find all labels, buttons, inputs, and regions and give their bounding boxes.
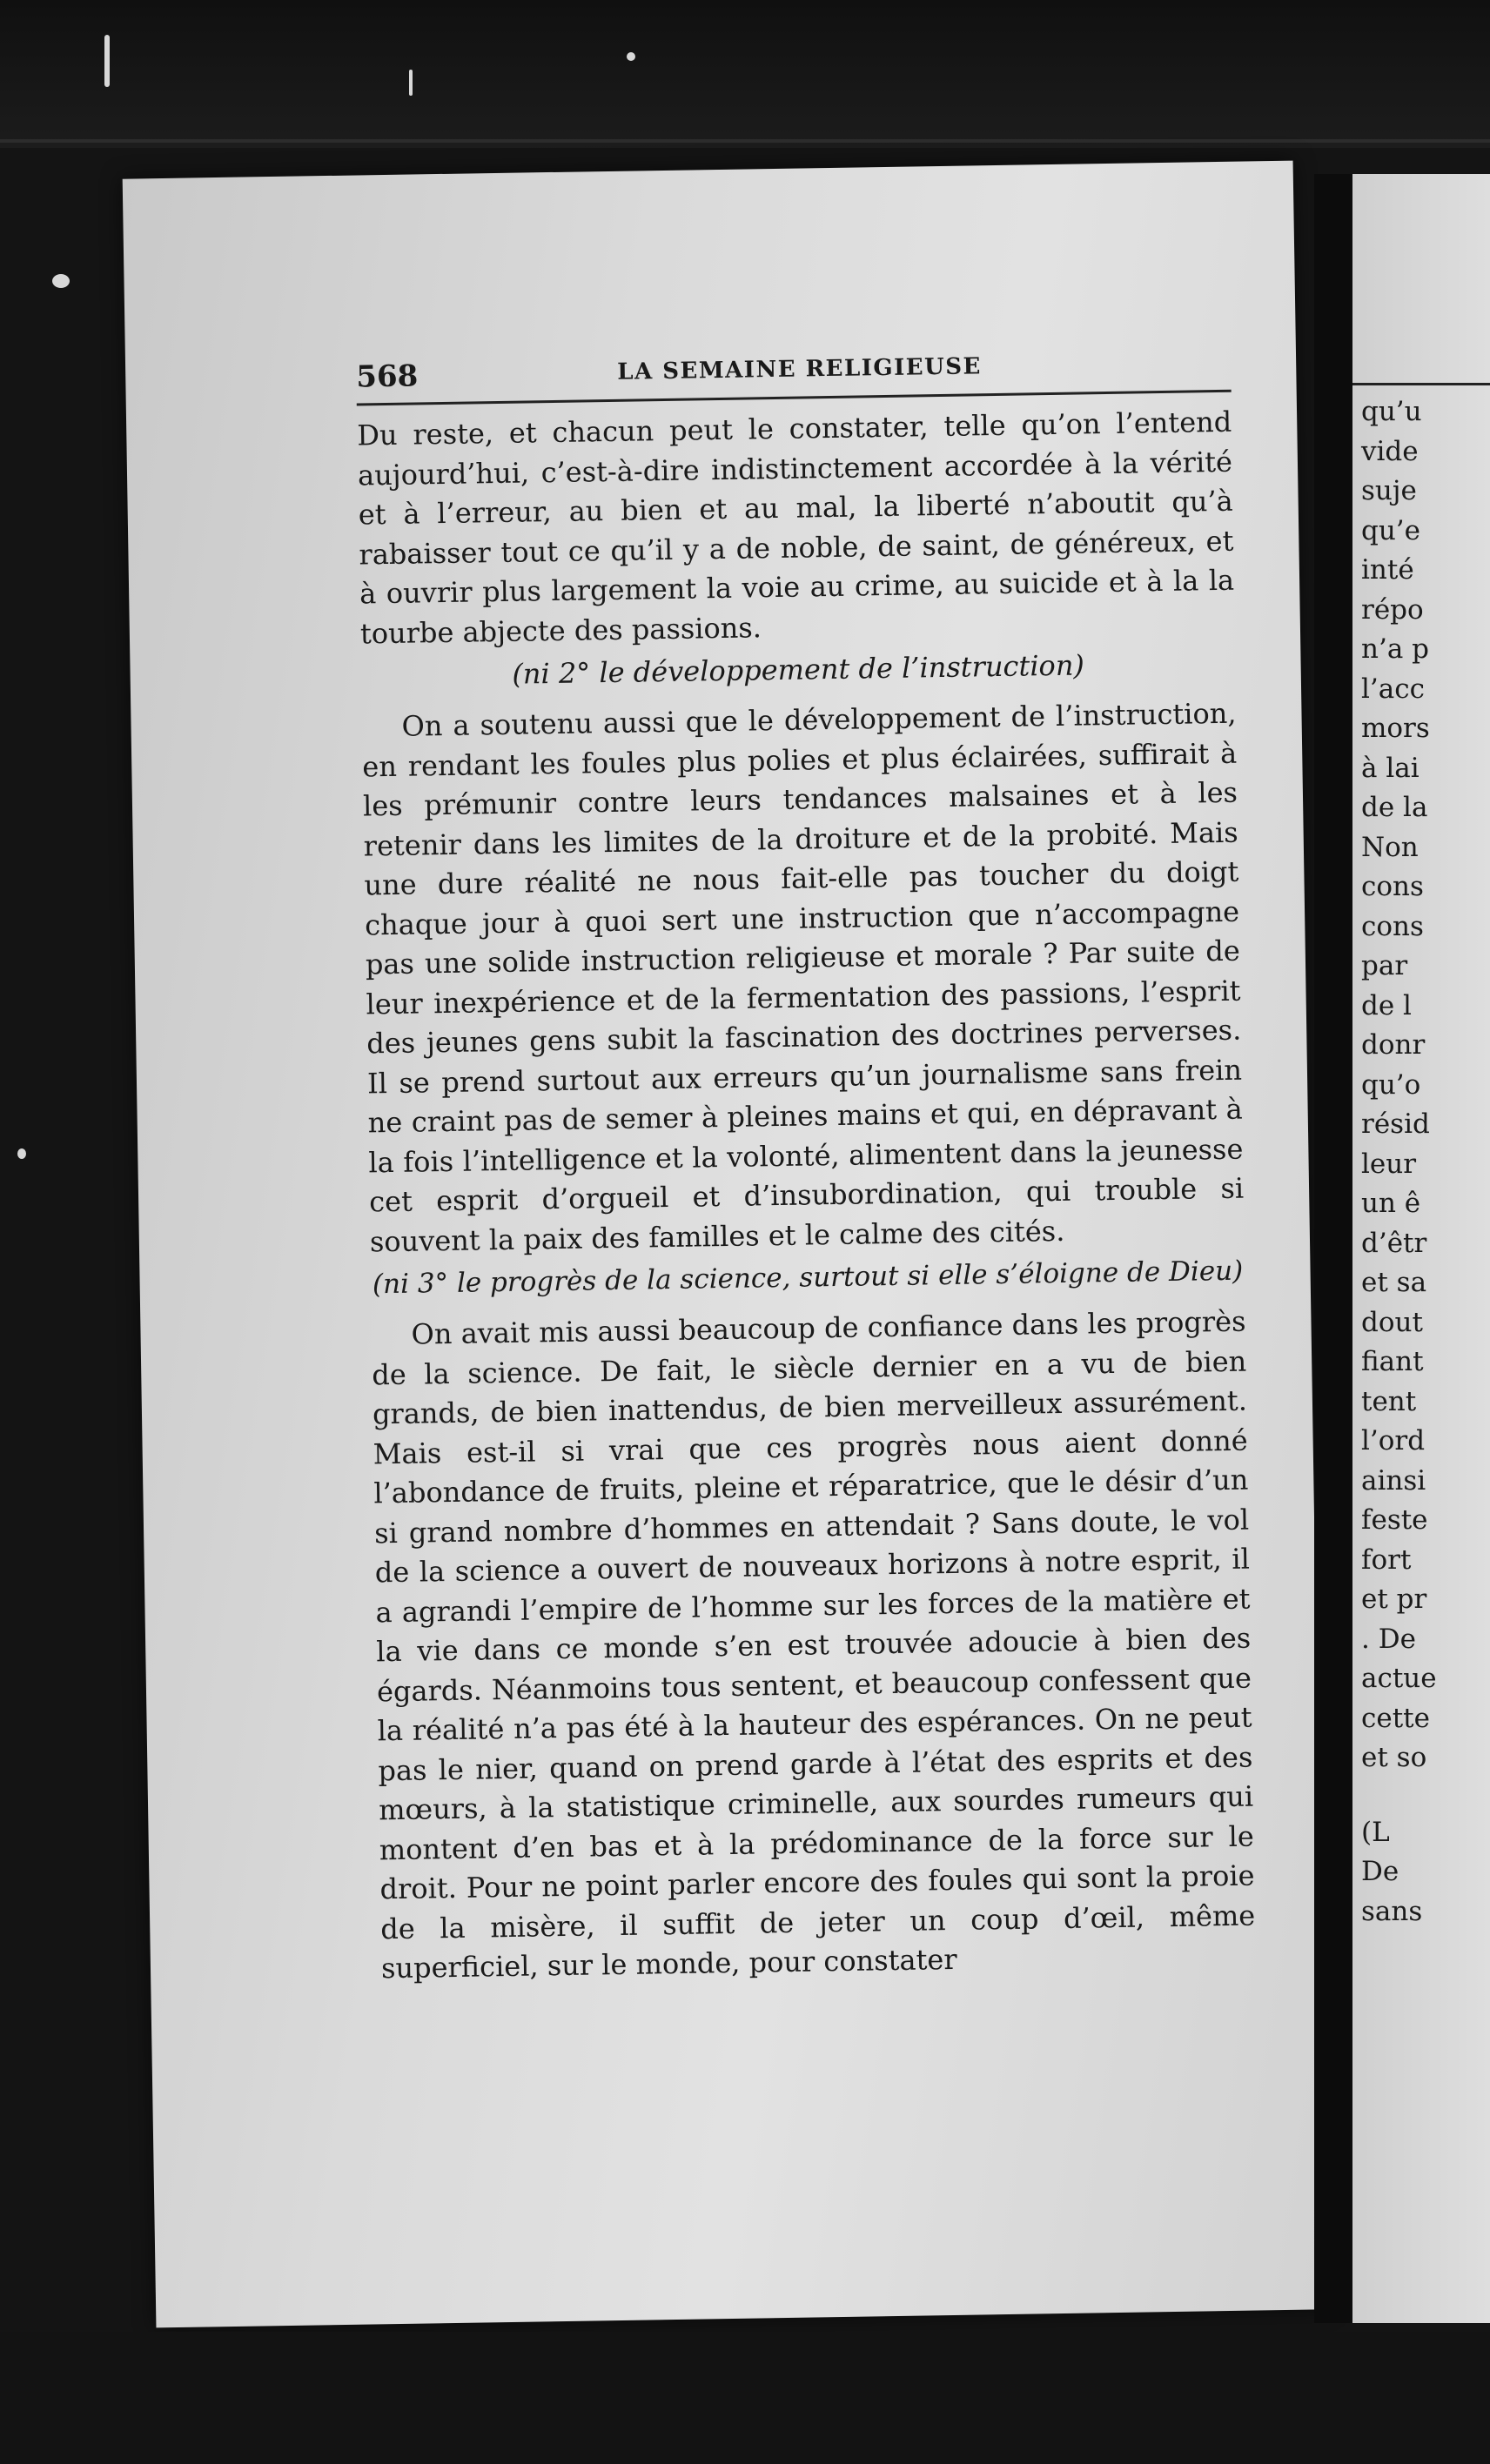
section-heading-3: (ni 3° le progrès de la science, surtout si elle s’éloigne de Dieu) — [372, 1255, 1244, 1301]
facing-page-line: et pr — [1361, 1584, 1427, 1615]
facing-page-line: et sa — [1361, 1267, 1427, 1298]
paragraph-1: Du reste, et chacun peut le constater, telle qu’on l’entend aujourd’hui, c’est-à-dire indistinctement accordée à la vérité et à l’erreur, au bien et au mal, la liberté n’aboutit qu’à rabaisser tout ce qu’il y a de noble, de saint, de généreux, et à ouvrir plus largement la voie au crime, au suicide et à la la tourbe abjecte des passions. — [357, 405, 1235, 650]
facing-page-line: cons — [1361, 910, 1424, 942]
facing-page-line: (L — [1361, 1816, 1390, 1848]
facing-page-line: suje — [1361, 475, 1417, 506]
facing-page-line: qu’o — [1361, 1068, 1421, 1101]
facing-page-line: à lai — [1361, 752, 1420, 784]
facing-page-edge — [1352, 174, 1490, 2323]
facing-page-line: répo — [1361, 593, 1424, 626]
facing-page-line: qu’u — [1361, 396, 1422, 427]
facing-page-line: de la — [1361, 792, 1428, 823]
facing-page-line: donr — [1361, 1029, 1426, 1061]
facing-page-line: ainsi — [1361, 1464, 1426, 1496]
facing-page-line: résid — [1361, 1108, 1430, 1140]
dust-speck — [104, 35, 110, 87]
facing-page-line: de l — [1361, 989, 1412, 1021]
page-header — [356, 336, 1232, 406]
facing-page-line: vide — [1361, 435, 1419, 467]
facing-page-line: tent — [1361, 1385, 1417, 1417]
section-heading-2: (ni 2° le développement de l’instruction) — [512, 648, 1085, 691]
facing-page-line: l’ord — [1361, 1425, 1426, 1456]
facing-page-line: fort — [1361, 1543, 1412, 1576]
facing-page-line: dout — [1361, 1306, 1423, 1338]
facing-page-line: leur — [1361, 1148, 1417, 1180]
film-strip-bottom — [0, 2332, 1490, 2464]
page-number: 568 — [355, 358, 419, 395]
facing-page-line: qu’e — [1361, 514, 1421, 546]
facing-page-line: feste — [1361, 1504, 1428, 1536]
dust-speck — [52, 274, 70, 288]
facing-page-line: mors — [1361, 713, 1430, 744]
running-title: LA SEMAINE RELIGIEUSE — [617, 353, 983, 385]
paragraph-3: On avait mis aussi beaucoup de confiance dans les progrès de la science. De fait, le siècle dernier en a vu de bien grands, de bien inattendus, de bien merveilleux assurément. Mais est-il si vrai que ces progrès nous aient donné l’abondance de fruits, pleine et réparatrice, que le désir d’un si grand nombre d’hommes en attendait ? Sans doute, le vol de la science a ouvert de nouveaux horizons à notre esprit, il a agrandi l’empire de l’homme sur les forces de la matière et la vie dans ce monde s’en est trouvée adoucie à bien des égards. Néanmoins tous sentent, et beaucoup confessent que la réalité n’a pas été à la hauteur des espérances. On ne peut pas le nier, quand on prend garde à l’état des esprits et des mœurs, à la statistique criminelle, aux sourdes rumeurs qui montent d’en bas et à la prédominance de la force sur le droit. Pour ne point parler encore des foules qui sont la proie de la misère, il suffit de jeter un coup d’œil, même superficiel, sur le monde, pour constater — [372, 1304, 1256, 1985]
facing-page-line: actue — [1361, 1663, 1437, 1694]
facing-page-line: par — [1361, 950, 1408, 981]
dust-speck — [17, 1148, 26, 1159]
paragraph-2: On a soutenu aussi que le développement de l’instruction, en rendant les foules plus polies et plus éclairées, suffirait à les prémunir contre leurs tendances malsaines et à les retenir dans les limites de la droiture et de la probité. Mais une dure réalité ne nous fait-elle pas toucher du doigt chaque jour à quoi sert une instruction que n’accompagne pas une solide instruction religieuse et morale ? Par suite de leur inexpérience et de la fermentation des passions, l’esprit des jeunes gens subit la fascination des doctrines perverses. Il se prend surtout aux erreurs qu’un journalisme sans frein ne craint pas de semer à pleines mains et qui, en dépravant à la fois l’intelligence et la volonté, alimentent dans la jeunesse cet esprit d’orgueil et d’insubordination, qui trouble si souvent la paix des familles et le calme des cités. — [362, 696, 1245, 1258]
facing-page-line: cons — [1361, 871, 1424, 902]
film-edge-line — [0, 139, 1490, 143]
facing-page-line: Non — [1361, 831, 1419, 863]
facing-page-line: . De — [1361, 1623, 1416, 1655]
facing-page-line: un ê — [1361, 1188, 1421, 1219]
dust-speck — [409, 70, 413, 96]
facing-page-line: et so — [1361, 1742, 1427, 1773]
scanned-page — [123, 161, 1327, 2328]
text-body — [357, 403, 1256, 1989]
page-content — [356, 336, 1256, 1989]
page-gutter — [1314, 174, 1352, 2323]
facing-page-header-rule — [1352, 383, 1490, 385]
facing-page-line: De — [1361, 1856, 1399, 1887]
film-strip-top — [0, 0, 1490, 148]
facing-page-line: sans — [1361, 1895, 1423, 1927]
facing-page-line: l’acc — [1361, 673, 1425, 705]
facing-page-line: cette — [1361, 1702, 1430, 1734]
dust-speck — [627, 52, 635, 61]
facing-page-line: n’a p — [1361, 633, 1429, 665]
facing-page-line: fiant — [1361, 1346, 1424, 1377]
facing-page-line: inté — [1361, 554, 1414, 586]
facing-page-line: d’êtr — [1361, 1227, 1427, 1259]
